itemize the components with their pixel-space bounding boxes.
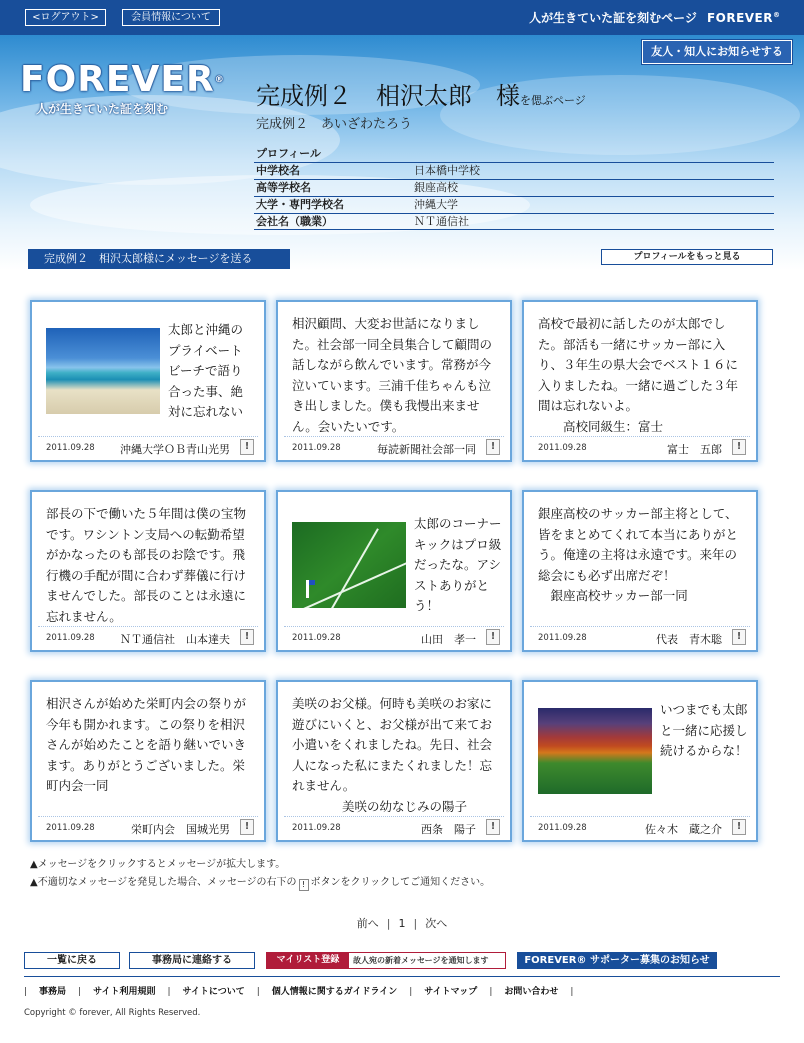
- prev-page-link[interactable]: 前へ: [356, 917, 379, 930]
- top-brand-mark: ®: [773, 11, 780, 19]
- top-tagline: [529, 9, 780, 26]
- message-card[interactable]: [30, 300, 266, 462]
- notify-friends-button[interactable]: 友人・知人にお知らせする: [642, 40, 792, 64]
- message-footer: [530, 816, 750, 836]
- logo-text: FOREVER: [20, 59, 215, 100]
- profile-row: [254, 179, 774, 196]
- message-text: いつまでも太郎と一緒に応援し続けるからな！: [660, 702, 748, 758]
- message-text: 部長の下で働いた５年間は僕の宝物です。ワシントン支局への転勤希望がかなったのも部長のお陰です。飛行機の手配が間に合わず葬儀に行けませんでした。部長のことは永遠に忘れません。: [46, 506, 247, 624]
- beach-photo: [46, 328, 160, 414]
- more-profile-button[interactable]: プロフィールをもっと見る: [601, 249, 773, 265]
- contact-office-button[interactable]: 事務局に連絡する: [129, 952, 255, 969]
- send-message-tab[interactable]: 完成例２ 相沢太郎様にメッセージを送る: [28, 249, 290, 269]
- report-alert-icon[interactable]: !: [240, 819, 254, 835]
- page-title-name: 完成例２ 相沢太郎 様: [256, 82, 520, 110]
- report-alert-icon[interactable]: !: [486, 629, 500, 645]
- note-line-2-end: ボタンをクリックしてご通知ください。: [310, 877, 491, 888]
- profile-label: 会社名（職業）: [256, 215, 333, 228]
- message-footer: [530, 436, 750, 456]
- message-date: 2011.09.28: [46, 443, 95, 453]
- stadium-photo: [538, 708, 652, 794]
- profile-value: 沖縄大学: [414, 198, 458, 211]
- message-date: 2011.09.28: [538, 633, 587, 643]
- message-date: 2011.09.28: [46, 633, 95, 643]
- copyright: Copyright © forever, All Rights Reserved.: [24, 1008, 201, 1018]
- profile-row: [254, 196, 774, 213]
- note-line-1: ▲メッセージをクリックするとメッセージが拡大します。: [30, 859, 286, 870]
- next-page-link[interactable]: 次へ: [425, 917, 448, 930]
- tagline-text: 人が生きていた証を刻むページ: [529, 11, 697, 25]
- message-date: 2011.09.28: [46, 823, 95, 833]
- profile-label: 中学校名: [256, 164, 300, 177]
- message-text: 太郎のコーナーキックはプロ級だったな。アシストありがとう！: [414, 516, 502, 613]
- profile-value: 銀座高校: [414, 181, 458, 194]
- message-card[interactable]: [276, 300, 512, 462]
- page-title-suffix: を偲ぶページ: [520, 94, 586, 107]
- soccer-photo: [292, 522, 406, 608]
- footer-link-terms[interactable]: サイト利用規則: [93, 987, 156, 997]
- profile-label: 大学・専門学校名: [256, 198, 344, 211]
- message-card[interactable]: [522, 490, 758, 652]
- member-info-link[interactable]: 会員情報について: [122, 9, 220, 26]
- page-title-kana: 完成例２ あいざわたろう: [256, 117, 413, 132]
- logo-subtitle: 人が生きていた証を刻む: [36, 102, 169, 116]
- message-signature: 毎読新聞社会部一同: [377, 443, 476, 456]
- message-text: 相沢顧問、大変お世話になりました。社会部一同全員集合して顧問の話しながら飲んでいます。常務が今泣いています。三浦千佳ちゃんも泣き出しました。僕も我慢出来ません。会いたいです。: [292, 316, 493, 434]
- profile-row: [254, 162, 774, 179]
- report-alert-icon[interactable]: !: [240, 439, 254, 455]
- message-text: 美咲のお父様。何時も美咲のお家に遊びにいくと、お父様が出て来てお小遣いをくれましたね。先日、社会人になった私にまたくれました！忘れません。 美咲の幼なじみの陽子: [292, 696, 493, 814]
- report-alert-icon[interactable]: !: [732, 439, 746, 455]
- message-card[interactable]: [276, 490, 512, 652]
- message-card[interactable]: [30, 490, 266, 652]
- report-alert-icon[interactable]: !: [732, 819, 746, 835]
- note-line-2: [30, 874, 490, 892]
- message-text: 太郎と沖縄の プライベート ビーチで語り 合った事、絶 対に忘れない: [168, 322, 244, 419]
- footer-link-contact[interactable]: お問い合わせ: [504, 987, 559, 997]
- message-text: 相沢さんが始めた栄町内会の祭りが今年も開かれます。この祭りを相沢さんが始めたことを語り継いでいきます。ありがとうございました。栄町内会一同: [46, 696, 247, 793]
- footer-divider: [24, 976, 780, 977]
- message-date: 2011.09.28: [292, 443, 341, 453]
- report-alert-icon[interactable]: !: [732, 629, 746, 645]
- footer-link-office[interactable]: 事務局: [39, 987, 67, 997]
- mylist-register-button[interactable]: [266, 952, 506, 969]
- message-signature: ＮＴ通信社 山本達夫: [120, 633, 230, 646]
- message-date: 2011.09.28: [538, 823, 587, 833]
- supporter-recruit-button[interactable]: FOREVER® サポーター募集のお知らせ: [517, 952, 717, 969]
- report-alert-icon[interactable]: !: [486, 439, 500, 455]
- footer-link-privacy[interactable]: 個人情報に関するガイドライン: [271, 987, 398, 997]
- note-line-2-start: ▲不適切なメッセージを発見した場合、メッセージの右下の: [30, 877, 297, 888]
- message-footer: [38, 626, 258, 646]
- message-signature: 富士 五郎: [667, 443, 722, 456]
- profile-label: 高等学校名: [256, 181, 311, 194]
- profile-value: 日本橋中学校: [414, 164, 480, 177]
- message-footer: [38, 436, 258, 456]
- pagination: 前へ | 1 | 次へ: [0, 915, 804, 931]
- message-footer: [284, 816, 504, 836]
- current-page: 1: [398, 917, 406, 930]
- footer-link-sitemap[interactable]: サイトマップ: [424, 987, 478, 997]
- page-title: [256, 76, 586, 111]
- report-alert-icon[interactable]: !: [240, 629, 254, 645]
- profile-value: ＮＴ通信社: [414, 215, 469, 228]
- report-alert-icon: !: [299, 879, 309, 891]
- forever-logo[interactable]: [20, 60, 225, 117]
- report-alert-icon[interactable]: !: [486, 819, 500, 835]
- message-date: 2011.09.28: [538, 443, 587, 453]
- message-signature: 山田 孝一: [421, 633, 476, 646]
- message-signature: 佐々木 蔵之介: [645, 823, 722, 836]
- message-footer: [284, 626, 504, 646]
- message-card[interactable]: [522, 300, 758, 462]
- mylist-label: マイリスト登録: [267, 953, 349, 968]
- message-signature: 代表 青木聡: [656, 633, 722, 646]
- profile-table: [254, 145, 774, 230]
- message-signature: 栄町内会 国城光男: [131, 823, 230, 836]
- profile-heading: プロフィール: [256, 147, 321, 160]
- message-footer: [38, 816, 258, 836]
- message-card[interactable]: [276, 680, 512, 842]
- message-date: 2011.09.28: [292, 633, 341, 643]
- logout-link[interactable]: <ログアウト>: [25, 9, 106, 26]
- profile-row: [254, 213, 774, 230]
- message-signature: 沖縄大学ＯＢ青山光男: [120, 443, 230, 456]
- top-brand: FOREVER: [706, 11, 773, 25]
- message-text: 銀座高校のサッカー部主将として、皆をまとめてくれて本当にありがとう。俺達の主将は永遠です。来年の総会にも必ず出席だぞ！ 銀座高校サッカー部一同: [538, 506, 739, 603]
- message-footer: [530, 626, 750, 646]
- usage-notes: [30, 856, 490, 892]
- message-card[interactable]: [30, 680, 266, 842]
- footer-links: | 事務局 | サイト利用規則 | サイトについて | 個人情報に関するガイドライン | サイトマップ | お問い合わせ |: [24, 987, 574, 997]
- message-signature: 西条 陽子: [421, 823, 476, 836]
- back-to-list-button[interactable]: 一覧に戻る: [24, 952, 120, 969]
- message-footer: [284, 436, 504, 456]
- message-date: 2011.09.28: [292, 823, 341, 833]
- message-card[interactable]: [522, 680, 758, 842]
- logo-mark: ®: [214, 75, 225, 85]
- message-text: 高校で最初に話したのが太郎でした。部活も一緒にサッカー部に入り、３年生の県大会でベスト１６に入りましたね。一緒に過ごした３年間は忘れないよ。 高校同級生：富士: [538, 316, 739, 434]
- mylist-description: 故人宛の新着メッセージを通知します: [353, 956, 489, 965]
- top-bar: [0, 0, 804, 35]
- footer-link-about[interactable]: サイトについて: [182, 987, 245, 997]
